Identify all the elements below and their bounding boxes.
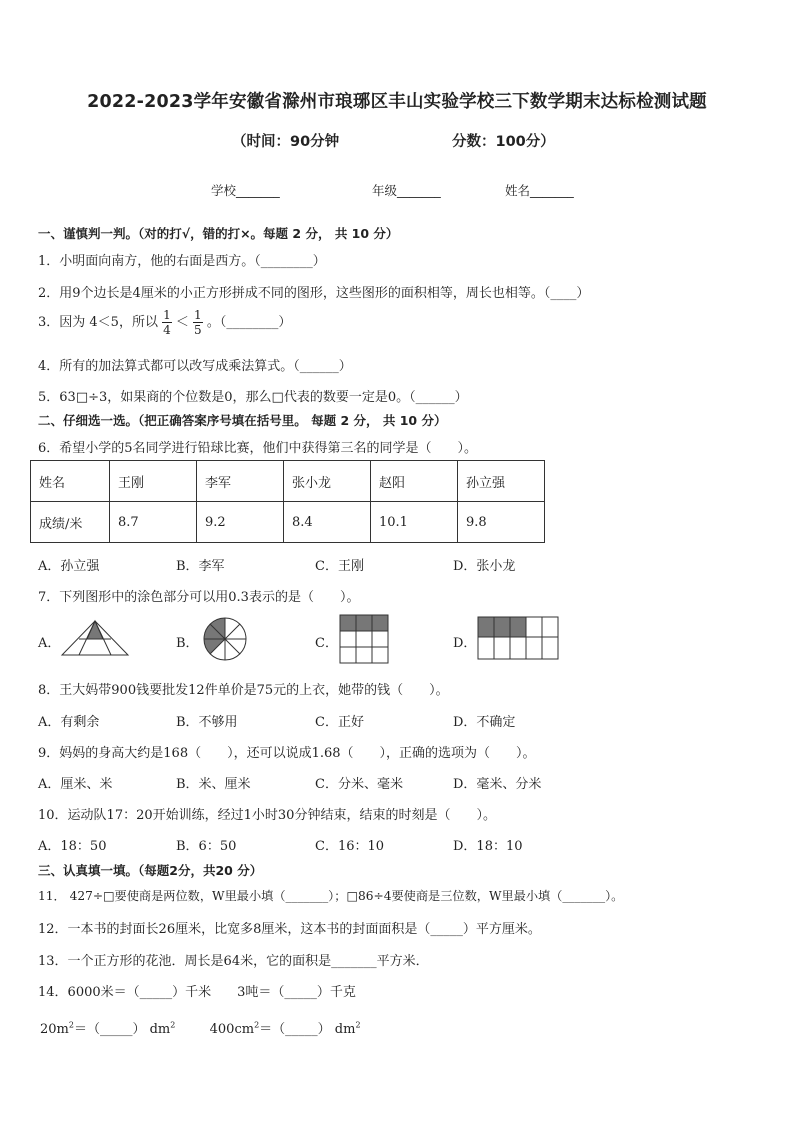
triangle-figure bbox=[60, 619, 130, 657]
q8-option-a: A．有剩余 bbox=[38, 715, 100, 730]
exam-time: （时间：90分钟 bbox=[232, 134, 340, 150]
question-14: 14．6000米＝（_____）千米 3吨＝（_____）千克 bbox=[38, 985, 356, 1000]
table-cell: 8.4 bbox=[284, 502, 371, 543]
q9-option-c: C．分米、毫米 bbox=[315, 777, 403, 792]
question-3 bbox=[38, 308, 291, 337]
table-cell: 9.8 bbox=[458, 502, 545, 543]
table-cell: 李军 bbox=[197, 461, 284, 502]
table-cell: 8.7 bbox=[110, 502, 197, 543]
q3-prefix: 3．因为 4＜5，所以 bbox=[38, 315, 158, 330]
q9-option-b: B．米、厘米 bbox=[176, 777, 251, 792]
q14-area-b: 400cm bbox=[209, 1022, 255, 1037]
school-field[interactable]: 学校_______ bbox=[211, 183, 280, 198]
q3-f1-numerator: 1 bbox=[163, 308, 171, 322]
q6-option-a: A．孙立强 bbox=[38, 559, 100, 574]
q7-label-d: D． bbox=[453, 636, 477, 651]
q10-option-d: D．18：10 bbox=[453, 839, 523, 854]
section-3-heading: 三、认真填一填。（每题2分，共20 分） bbox=[38, 863, 263, 878]
question-8: 8．王大妈带900钱要批发12件单价是75元的上衣，她带的钱（ ）。 bbox=[38, 683, 449, 698]
q6-option-c: C．王刚 bbox=[315, 559, 364, 574]
q10-option-a: A．18：50 bbox=[38, 839, 107, 854]
grade-field[interactable]: 年级_______ bbox=[372, 183, 441, 198]
table-cell: 姓名 bbox=[31, 461, 110, 502]
question-4: 4．所有的加法算式都可以改写成乘法算式。（______） bbox=[38, 359, 352, 374]
page-title: 2022-2023学年安徽省滁州市琅琊区丰山实验学校三下数学期末达标检测试题 bbox=[87, 92, 707, 112]
q7-label-c: C． bbox=[315, 636, 338, 651]
q6-option-b: B．李军 bbox=[176, 559, 225, 574]
grid-figure-d bbox=[477, 616, 561, 662]
q6-option-d: D．张小龙 bbox=[453, 559, 516, 574]
superscript-2: 2 bbox=[355, 1020, 361, 1030]
superscript-2: 2 bbox=[254, 1020, 260, 1030]
q9-option-a: A．厘米、米 bbox=[38, 777, 113, 792]
q14-blank-a: ＝（_____） dm bbox=[73, 1022, 171, 1037]
table-cell: 赵阳 bbox=[371, 461, 458, 502]
table-row bbox=[31, 461, 545, 502]
q14-area-a: 20m bbox=[40, 1022, 69, 1037]
scores-table bbox=[30, 460, 545, 543]
question-1: 1．小明面向南方，他的右面是西方。（________） bbox=[38, 254, 326, 269]
section-1-heading: 一、谨慎判一判。（对的打√，错的打×。每题 2 分， 共 10 分） bbox=[38, 226, 399, 241]
q3-f2-denominator: 5 bbox=[194, 323, 202, 337]
table-cell: 孙立强 bbox=[458, 461, 545, 502]
table-cell: 王刚 bbox=[110, 461, 197, 502]
q8-option-d: D．不确定 bbox=[453, 715, 516, 730]
q7-label-b: B． bbox=[176, 636, 199, 651]
q9-option-d: D．毫米、分米 bbox=[453, 777, 542, 792]
q10-option-b: B．6：50 bbox=[176, 839, 237, 854]
q7-label-a: A． bbox=[38, 636, 61, 651]
table-row bbox=[31, 502, 545, 543]
question-7: 7．下列图形中的涂色部分可以用0.3表示的是（ ）。 bbox=[38, 590, 360, 605]
circle-figure bbox=[202, 616, 248, 662]
q14-blank-b: ＝（_____） dm bbox=[259, 1022, 356, 1037]
grid-figure-c bbox=[339, 614, 389, 664]
question-10: 10．运动队17：20开始训练，经过1小时30分钟结束，结束的时刻是（ ）。 bbox=[38, 808, 496, 823]
question-12: 12．一本书的封面长26厘米，比宽多8厘米，这本书的封面面积是（_____）平方厘米。 bbox=[38, 922, 541, 937]
question-2: 2．用9个边长是4厘米的小正方形拼成不同的图形，这些图形的面积相等，周长也相等。（____） bbox=[38, 286, 590, 301]
table-cell: 成绩/米 bbox=[31, 502, 110, 543]
question-14-part-2 bbox=[40, 1018, 361, 1037]
question-6: 6．希望小学的5名同学进行铅球比赛，他们中获得第三名的同学是（ ）。 bbox=[38, 441, 478, 456]
table-cell: 张小龙 bbox=[284, 461, 371, 502]
name-field[interactable]: 姓名_______ bbox=[505, 183, 574, 198]
q8-option-b: B．不够用 bbox=[176, 715, 238, 730]
q3-suffix: 。（________） bbox=[206, 315, 292, 330]
q3-less-than: ＜ bbox=[175, 315, 189, 330]
question-13: 13．一个正方形的花池．周长是64米，它的面积是_______平方米． bbox=[38, 954, 429, 969]
q8-option-c: C．正好 bbox=[315, 715, 364, 730]
question-11: 11． 427÷□要使商是两位数，W里最小填（_______）；□86÷4要使商是三位数，W里最小填（_______）。 bbox=[38, 889, 624, 903]
exam-score: 分数：100分） bbox=[452, 134, 555, 150]
q3-f2-numerator: 1 bbox=[194, 308, 202, 322]
q3-f1-denominator: 4 bbox=[163, 323, 171, 337]
fraction-one-fifth bbox=[193, 308, 203, 337]
superscript-2: 2 bbox=[68, 1020, 74, 1030]
section-2-heading: 二、仔细选一选。（把正确答案序号填在括号里。 每题 2 分， 共 10 分） bbox=[38, 413, 447, 428]
superscript-2: 2 bbox=[170, 1020, 176, 1030]
question-9: 9．妈妈的身高大约是168（ ），还可以说成1.68（ ），正确的选项为（ ）。 bbox=[38, 746, 536, 761]
fraction-one-quarter bbox=[162, 308, 172, 337]
question-5: 5．63□÷3，如果商的个位数是0，那么□代表的数要一定是0。（______） bbox=[38, 390, 468, 405]
table-cell: 10.1 bbox=[371, 502, 458, 543]
q10-option-c: C．16：10 bbox=[315, 839, 385, 854]
table-cell: 9.2 bbox=[197, 502, 284, 543]
